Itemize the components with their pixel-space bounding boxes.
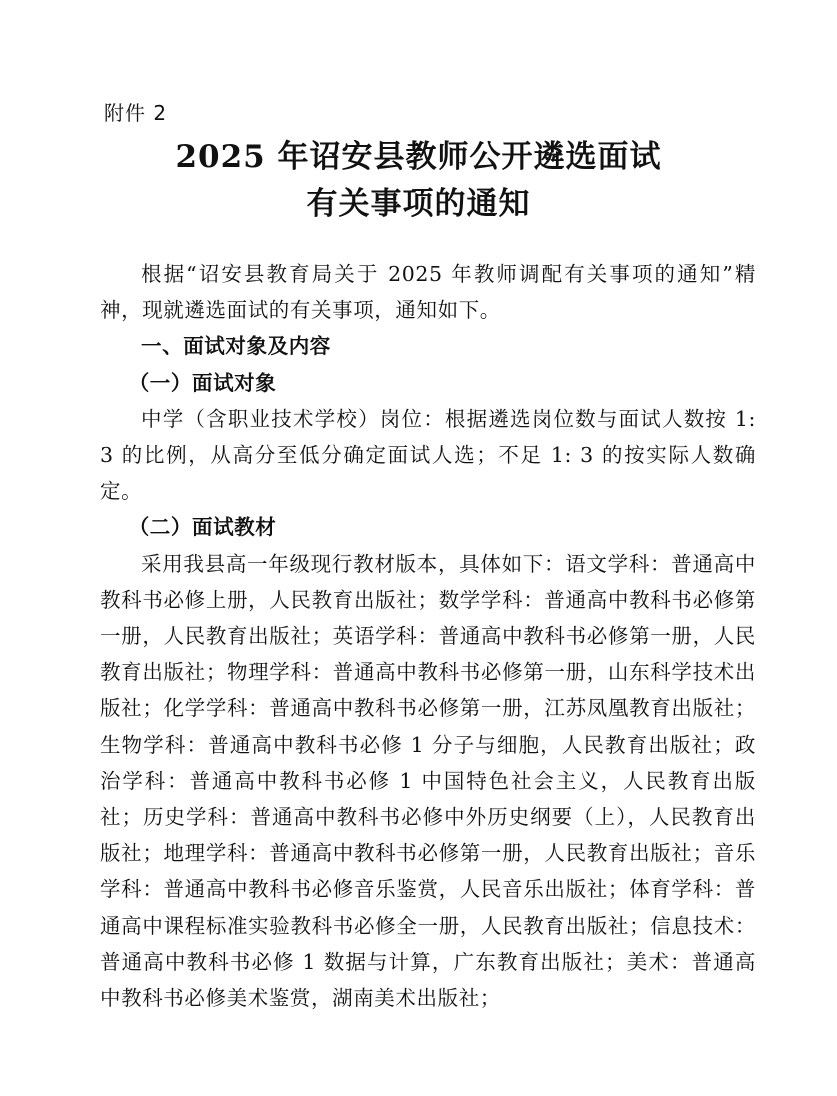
subsection-2-heading: （二）面试教材 [128,515,277,540]
intro-paragraph: 根据“诏安县教育局关于 2025 年教师调配有关事项的通知”精神，现就遴选面试的有关事项，通知如下。 [100,262,756,323]
page-title-line-2: 有关事项的通知 [306,186,531,222]
attachment-label: 附件 2 [104,101,168,125]
subsection-1-paragraph: 中学（含职业技术学校）岗位：根据遴选岗位数与面试人数按 1: 3 的比例，从高分至低分确定面试人选；不足 1: 3 的按实际人数确定。 [100,406,756,504]
page-title-line-1: 2025 年诏安县教师公开遴选面试 [175,139,662,175]
subsection-2-paragraph: 采用我县高一年级现行教材版本，具体如下：语文学科：普通高中教科书必修上册，人民教育出版社；数学学科：普通高中教科书必修第一册，人民教育出版社；英语学科：普通高中教科书必修第一册，人民教育出版社；物理学科：普通高中教科书必修第一册，山东科学技术出版社；化学学科：普通高中教科书必修第一册，江苏凤凰教育出版社；生物学科：普通高中教科书必修 1 分子与细胞，人民教育出版社；政治学科：普通高中教科书必修 1 中国特色社会主义，人民教育出版社；历史学科：普通高中教科书必修中外历史纲要（上），人民教育出版社；地理学科：普通高中教科书必修第一册，人民教育出版社；音乐学科：普通高中教科书必修音乐鉴赏，人民音乐出版社；体育学科：普通高中课程标准实验教科书必修全一册，人民教育出版社；信息技术：普通高中教科书必修 1 数据与计算，广东教育出版社；美术：普通高中教科书必修美术鉴赏，湖南美术出版社； [100,551,756,1011]
document-body [100,256,756,1016]
subsection-1-heading: （一）面试对象 [128,370,277,395]
section-1-heading: 一、面试对象及内容 [141,334,331,359]
